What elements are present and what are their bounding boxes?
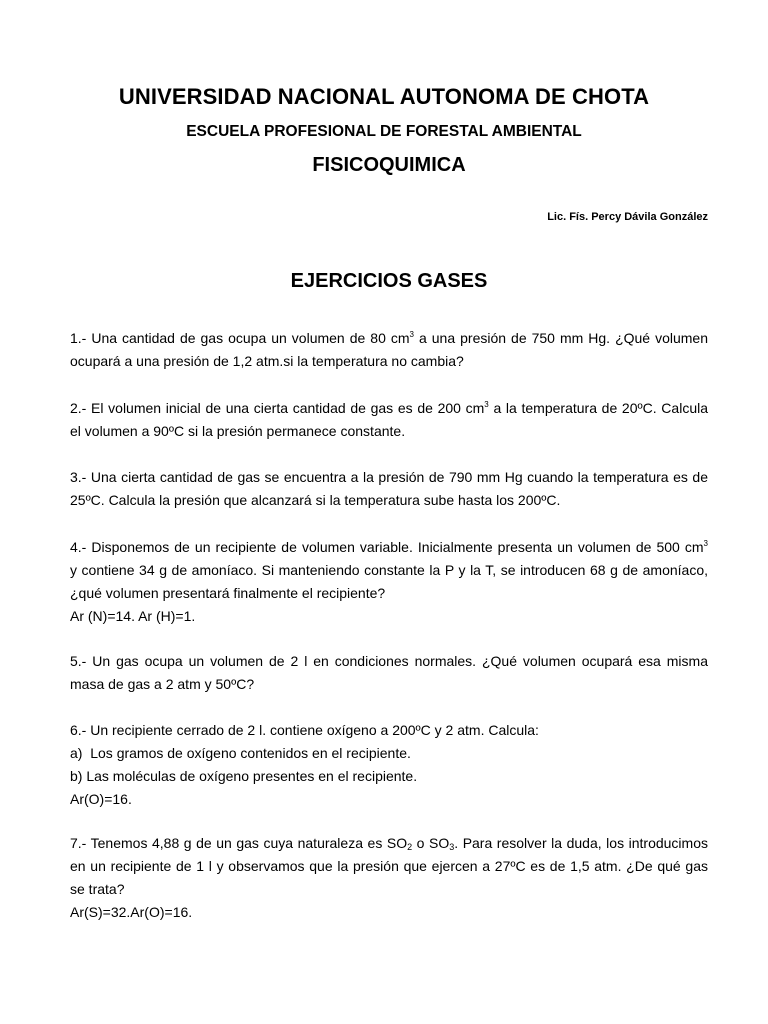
exercise-7-line-3: se trata? xyxy=(70,881,125,897)
school-subtitle: ESCUELA PROFESIONAL DE FORESTAL AMBIENTAL xyxy=(186,123,582,140)
exercise-1-line-2: ocupará a una presión de 1,2 atm.si la temperatura no cambia? xyxy=(70,353,464,369)
exercise-4-line-2: y contiene 34 g de amoníaco. Si manteniendo constante la P y la T, se introducen 68 g de amoníaco, xyxy=(70,562,708,578)
exercise-7-line-1: 7.- Tenemos 4,88 g de un gas cuya naturaleza es $SO_2$ o $SO_3$. Para resolver la duda, los introducimos xyxy=(70,835,708,852)
exercise-4-line-4: Ar (N)=14. Ar (H)=1. xyxy=(70,608,196,624)
exercise-1-line-1: 1.- Una cantidad de gas ocupa un volumen de 80 $cm^3$ a una presión de 750 mm Hg. ¿Qué volumen xyxy=(70,330,709,346)
exercise-7-line-4: Ar(S)=32.Ar(O)=16. xyxy=(70,904,193,920)
exercise-7-line-2: en un recipiente de 1 l y observamos que la presión que ejercen a 27ºC es de 1,5 atm. ¿De qué gas xyxy=(70,858,708,874)
course-title: FISICOQUIMICA xyxy=(312,154,466,176)
exercise-4 xyxy=(70,536,708,628)
exercise-6-line-3: b) Las moléculas de oxígeno presentes en el recipiente. xyxy=(70,768,418,784)
university-title: UNIVERSIDAD NACIONAL AUTONOMA DE CHOTA xyxy=(118,84,650,109)
exercise-7 xyxy=(70,832,708,924)
exercise-2 xyxy=(70,397,708,443)
author-name: Lic. Fís. Percy Dávila González xyxy=(547,211,708,223)
exercise-2-line-2: el volumen a 90ºC si la presión permanece constante. xyxy=(70,423,406,439)
exercise-6 xyxy=(70,719,708,811)
exercise-3 xyxy=(70,466,708,512)
exercise-3-line-2: 25ºC. Calcula la presión que alcanzará si la temperatura sube hasta los 200ºC. xyxy=(70,492,561,508)
exercise-6-line-1: 6.- Un recipiente cerrado de 2 l. contiene oxígeno a 200ºC y 2 atm. Calcula: xyxy=(70,722,539,738)
exercise-5 xyxy=(70,650,708,696)
exercise-3-line-1: 3.- Una cierta cantidad de gas se encuentra a la presión de 790 mm Hg cuando la temperatura es de xyxy=(70,469,708,485)
exercise-2-line-1: 2.- El volumen inicial de una cierta cantidad de gas es de 200 $cm^3$ a la temperatura de 20ºC. Calcula xyxy=(70,400,708,416)
exercise-5-line-1: 5.- Un gas ocupa un volumen de 2 l en condiciones normales. ¿Qué volumen ocupará esa misma xyxy=(70,653,708,669)
exercise-5-line-2: masa de gas a 2 atm y 50ºC? xyxy=(70,676,255,692)
exercise-4-line-3: ¿qué volumen presentará finalmente el recipiente? xyxy=(70,585,386,601)
exercise-1 xyxy=(70,327,708,373)
exercise-6-line-2: a) Los gramos de oxígeno contenidos en el recipiente. xyxy=(70,745,411,761)
exercise-4-line-1: 4.- Disponemos de un recipiente de volumen variable. Inicialmente presenta un volumen de 500 $cm^3$ xyxy=(70,539,708,555)
section-title: EJERCICIOS GASES xyxy=(290,270,488,292)
exercise-6-line-4: Ar(O)=16. xyxy=(70,791,132,807)
